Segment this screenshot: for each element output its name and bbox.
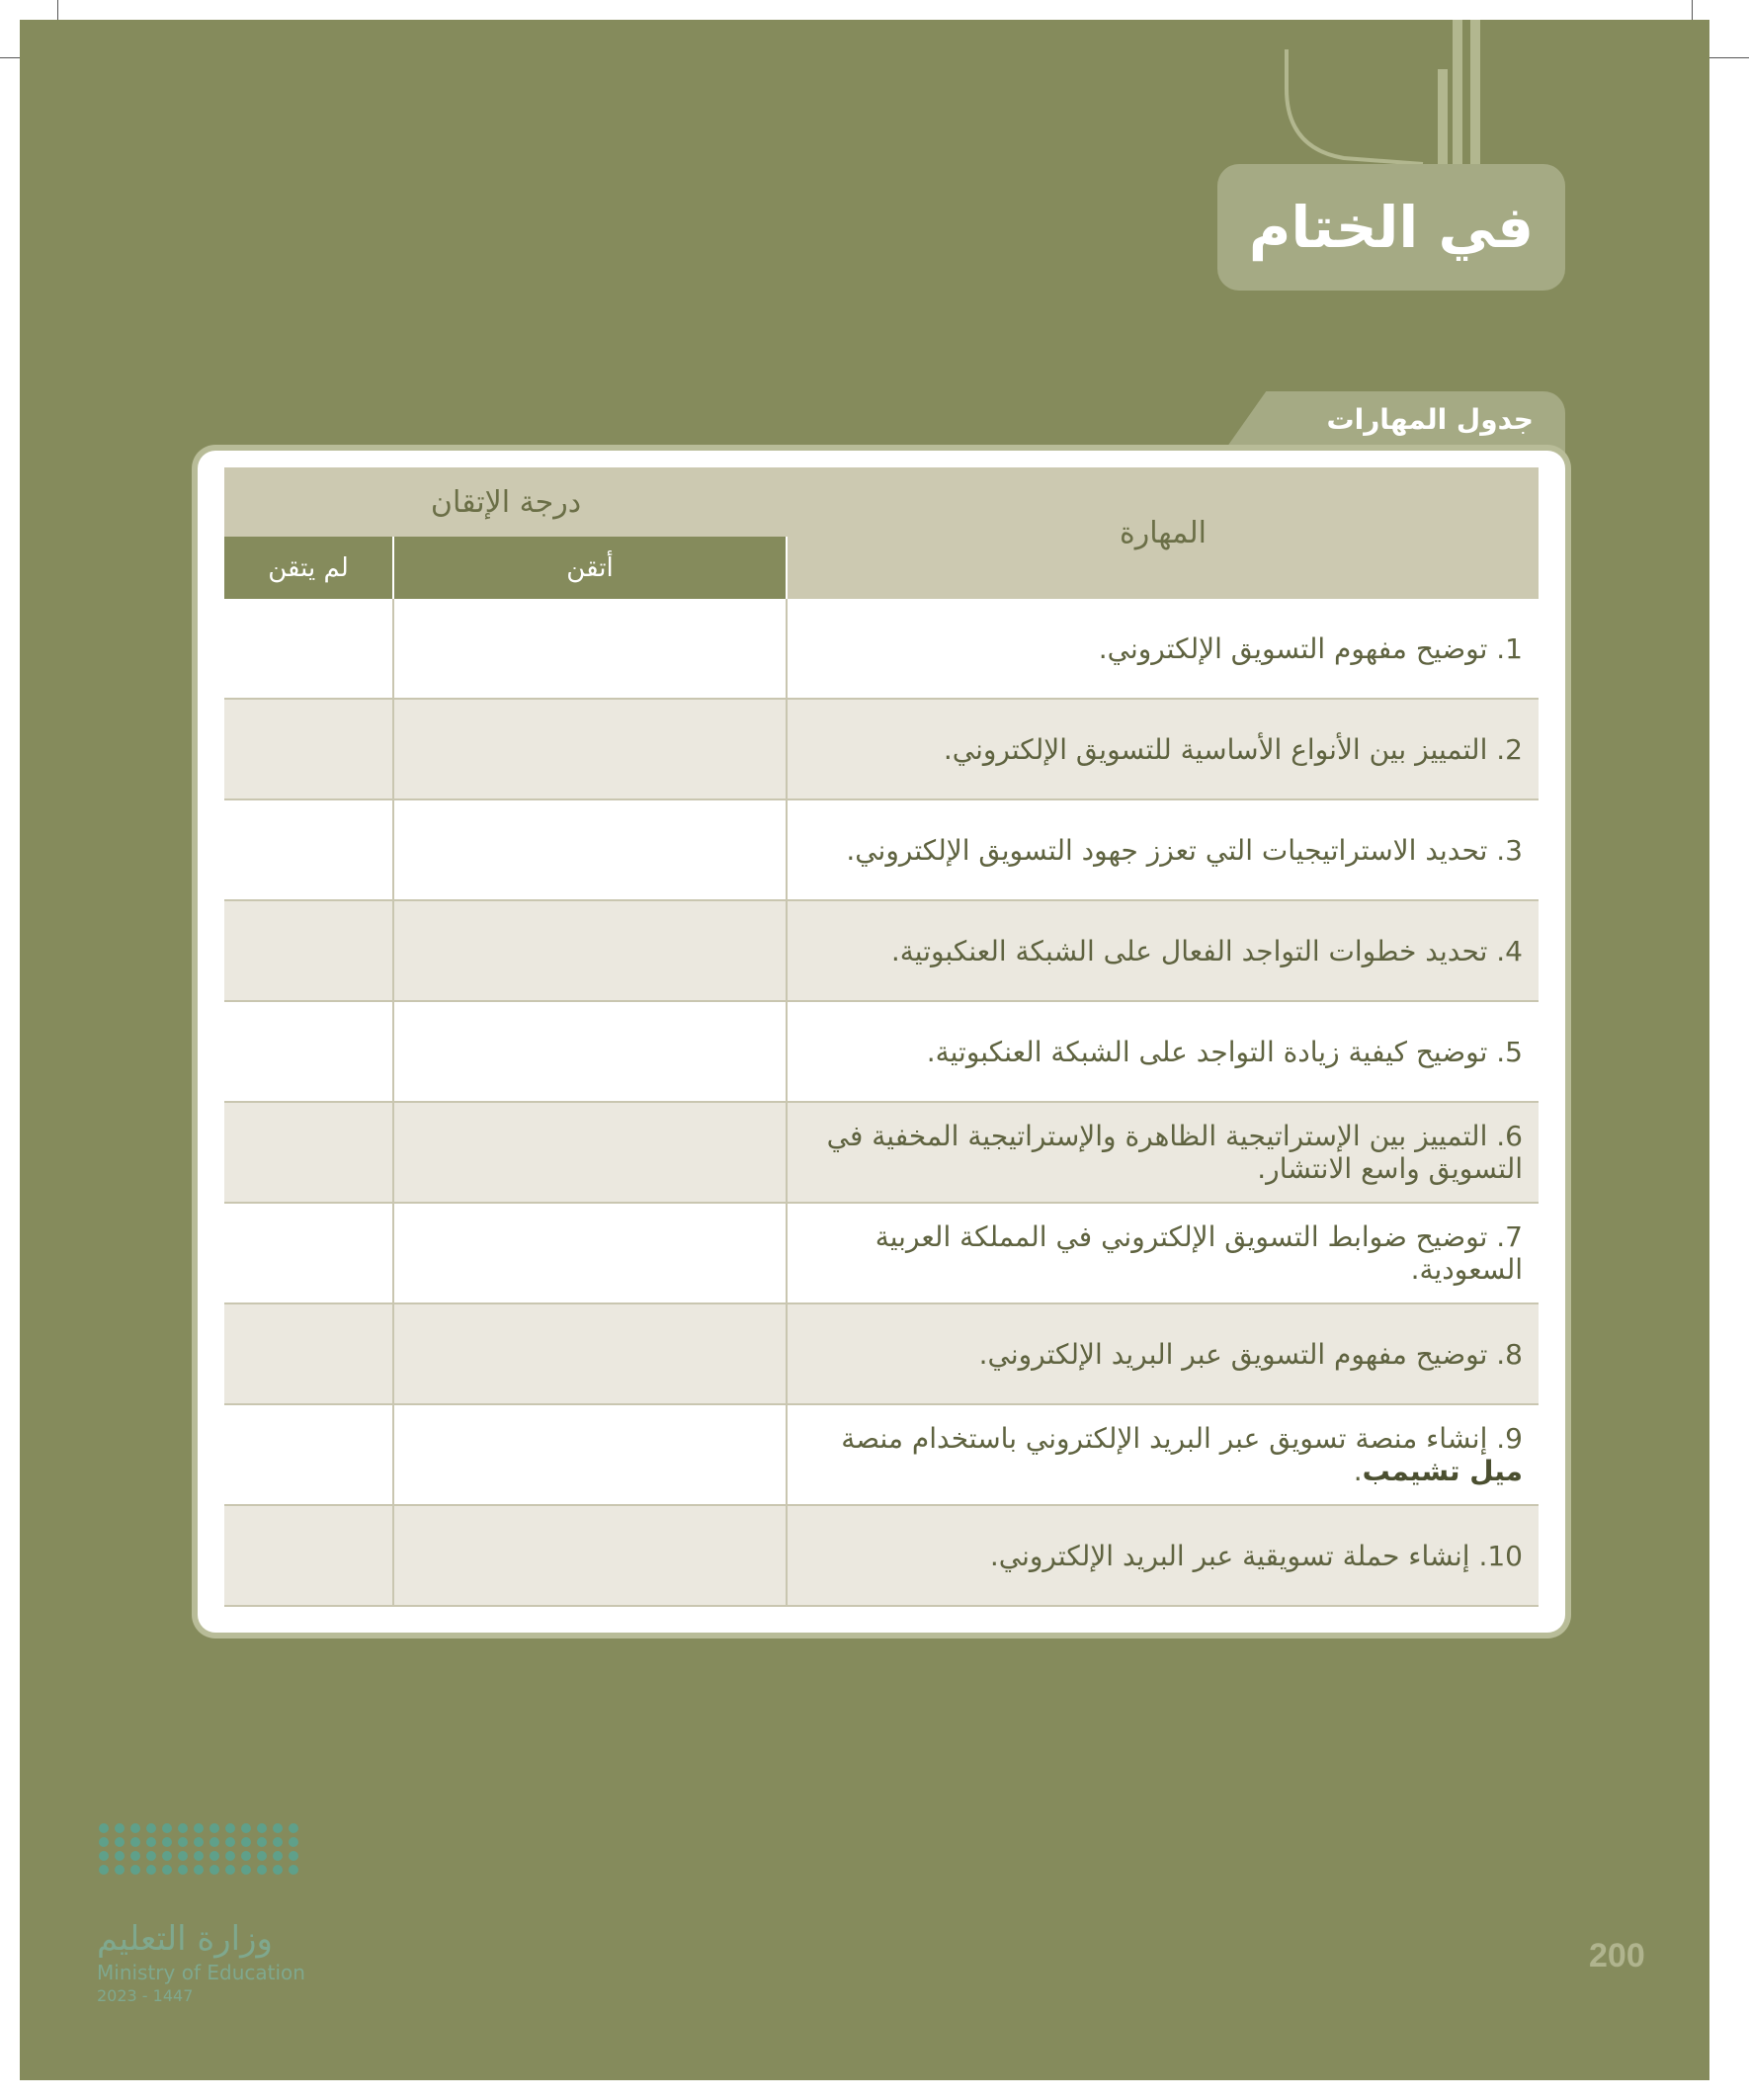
skill-text — [791, 1304, 1523, 1403]
logo-dot — [130, 1865, 140, 1875]
logo-dot — [146, 1851, 156, 1861]
not-master-cell[interactable] — [224, 599, 392, 698]
skill-label: 3. تحديد الاستراتيجيات التي تعزز جهود التسويق الإلكتروني. — [846, 833, 1523, 867]
logo-dot — [225, 1851, 235, 1861]
logo-dot — [162, 1837, 172, 1847]
logo-dot — [162, 1865, 172, 1875]
master-cell[interactable] — [394, 700, 786, 798]
column-divider — [786, 1204, 788, 1302]
master-cell[interactable] — [394, 1204, 786, 1302]
skill-label: 1. توضيح مفهوم التسويق الإلكتروني. — [1098, 631, 1523, 665]
not-master-cell[interactable] — [224, 800, 392, 899]
column-divider — [392, 1304, 394, 1403]
logo-dot — [130, 1837, 140, 1847]
not-master-cell[interactable] — [224, 700, 392, 798]
skill-label: 10. إنشاء حملة تسويقية عبر البريد الإلكتروني. — [989, 1539, 1523, 1572]
table-row — [224, 1304, 1539, 1405]
skill-text — [791, 901, 1523, 1000]
table-row — [224, 1103, 1539, 1204]
table-row — [224, 1002, 1539, 1103]
logo-dot — [162, 1823, 172, 1833]
logo-dot — [289, 1837, 298, 1847]
skill-label-part: 9. إنشاء منصة تسويق عبر البريد الإلكتروني باستخدام منصة — [841, 1422, 1523, 1455]
ministry-logo — [99, 1823, 311, 1875]
logo-dot — [289, 1865, 298, 1875]
column-divider — [786, 901, 788, 1000]
column-divider — [786, 599, 788, 698]
logo-dot — [194, 1823, 204, 1833]
not-master-cell[interactable] — [224, 1002, 392, 1101]
page-number: 200 — [1589, 1937, 1645, 1974]
master-cell[interactable] — [394, 599, 786, 698]
logo-dot — [146, 1865, 156, 1875]
logo-dot — [209, 1823, 219, 1833]
not-master-cell[interactable] — [224, 1506, 392, 1605]
column-divider — [392, 1506, 394, 1605]
skill-text — [791, 1405, 1523, 1504]
decor-cable — [1275, 20, 1443, 178]
logo-dot — [194, 1851, 204, 1861]
logo-dot — [115, 1837, 125, 1847]
logo-dot — [209, 1851, 219, 1861]
page-title: في الختام — [1248, 194, 1535, 261]
logo-dot — [194, 1837, 204, 1847]
skill-text — [791, 800, 1523, 899]
logo-dot — [241, 1837, 251, 1847]
decor-pipe — [1453, 20, 1462, 168]
logo-dot — [273, 1865, 283, 1875]
column-divider — [392, 599, 394, 698]
column-divider — [392, 1204, 394, 1302]
logo-dot — [115, 1851, 125, 1861]
column-divider — [786, 1304, 788, 1403]
column-divider — [392, 700, 394, 798]
column-divider — [786, 1405, 788, 1504]
logo-dot — [225, 1865, 235, 1875]
skill-label-bold: ميل تشيمب — [1362, 1455, 1523, 1487]
master-cell[interactable] — [394, 1506, 786, 1605]
not-master-cell[interactable] — [224, 1204, 392, 1302]
master-cell[interactable] — [394, 901, 786, 1000]
logo-dot — [99, 1865, 109, 1875]
logo-dot — [257, 1865, 267, 1875]
logo-dot — [241, 1865, 251, 1875]
section-label: جدول المهارات — [1326, 403, 1534, 436]
logo-dot — [225, 1837, 235, 1847]
logo-arabic-text: وزارة التعليم — [97, 1919, 273, 1959]
logo-dot — [146, 1837, 156, 1847]
not-master-cell[interactable] — [224, 1103, 392, 1202]
logo-dot — [115, 1823, 125, 1833]
decor-pipe — [1470, 20, 1480, 168]
table-row — [224, 1405, 1539, 1506]
logo-dot — [99, 1823, 109, 1833]
logo-dot — [289, 1851, 298, 1861]
table-row — [224, 700, 1539, 800]
column-divider — [786, 700, 788, 798]
header-mastery-level: درجة الإتقان — [224, 467, 788, 537]
logo-year: 2023 - 1447 — [97, 1986, 194, 2005]
logo-dot — [146, 1823, 156, 1833]
table-row — [224, 901, 1539, 1002]
master-cell[interactable] — [394, 800, 786, 899]
logo-dot — [273, 1837, 283, 1847]
logo-dot — [178, 1865, 188, 1875]
master-cell[interactable] — [394, 1304, 786, 1403]
header-skill: المهارة — [788, 467, 1539, 599]
logo-dot — [130, 1823, 140, 1833]
skill-label-part: . — [1353, 1455, 1363, 1487]
skill-label: 2. التمييز بين الأنواع الأساسية للتسويق الإلكتروني. — [943, 732, 1523, 766]
header-not-master: لم يتقن — [224, 537, 392, 599]
logo-english-text: Ministry of Education — [97, 1961, 305, 1984]
header-master: أتقن — [394, 537, 786, 599]
column-divider — [392, 1405, 394, 1504]
table-row — [224, 800, 1539, 901]
logo-dot — [194, 1865, 204, 1875]
logo-dot — [273, 1851, 283, 1861]
logo-dot — [130, 1851, 140, 1861]
logo-dot — [209, 1865, 219, 1875]
skill-text — [791, 1103, 1523, 1202]
column-divider — [786, 1002, 788, 1101]
logo-dot — [273, 1823, 283, 1833]
skill-label: 7. توضيح ضوابط التسويق الإلكتروني في المملكة العربية السعودية. — [874, 1220, 1523, 1286]
master-cell[interactable] — [394, 1405, 786, 1504]
skill-text — [791, 700, 1523, 798]
master-cell[interactable] — [394, 1103, 786, 1202]
master-cell[interactable] — [394, 1002, 786, 1101]
column-divider — [786, 1506, 788, 1605]
skill-label: 8. توضيح مفهوم التسويق عبر البريد الإلكتروني. — [978, 1337, 1523, 1371]
table-row — [224, 1204, 1539, 1304]
not-master-cell[interactable] — [224, 901, 392, 1000]
logo-dot — [257, 1823, 267, 1833]
column-divider — [392, 1002, 394, 1101]
logo-dot — [209, 1837, 219, 1847]
column-divider — [392, 901, 394, 1000]
crop-mark — [1709, 57, 1749, 58]
not-master-cell[interactable] — [224, 1405, 392, 1504]
logo-dot — [257, 1851, 267, 1861]
skill-text — [791, 1002, 1523, 1101]
logo-dot — [289, 1823, 298, 1833]
skill-label: 5. توضيح كيفية زيادة التواجد على الشبكة العنكبوتية. — [926, 1035, 1523, 1068]
logo-dot — [178, 1837, 188, 1847]
logo-dot — [241, 1851, 251, 1861]
not-master-cell[interactable] — [224, 1304, 392, 1403]
logo-dot — [178, 1823, 188, 1833]
logo-dot — [99, 1837, 109, 1847]
skill-label: 6. التمييز بين الإستراتيجية الظاهرة والإستراتيجية المخفية في التسويق واسع الانتشار. — [826, 1120, 1523, 1185]
table-row — [224, 599, 1539, 700]
logo-dot — [257, 1837, 267, 1847]
logo-dots — [99, 1823, 311, 1875]
logo-dot — [99, 1851, 109, 1861]
logo-dot — [162, 1851, 172, 1861]
logo-dot — [178, 1851, 188, 1861]
skill-text — [791, 599, 1523, 698]
skill-label: 4. تحديد خطوات التواجد الفعال على الشبكة العنكبوتية. — [890, 934, 1523, 967]
table-row — [224, 1506, 1539, 1607]
column-divider — [392, 1103, 394, 1202]
skill-text — [791, 1204, 1523, 1302]
logo-dot — [115, 1865, 125, 1875]
column-divider — [786, 1103, 788, 1202]
skill-text — [791, 1506, 1523, 1605]
skill-label — [791, 1422, 1523, 1487]
column-divider — [392, 800, 394, 899]
logo-dot — [225, 1823, 235, 1833]
column-divider — [786, 800, 788, 899]
logo-dot — [241, 1823, 251, 1833]
